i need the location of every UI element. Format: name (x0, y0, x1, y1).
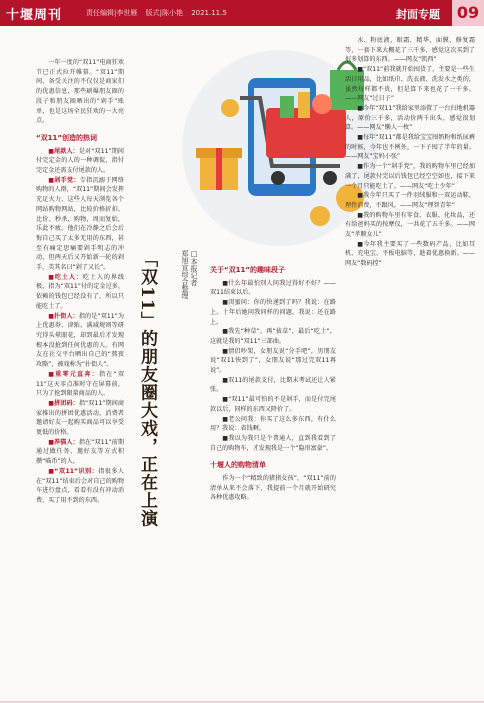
paragraph: 作为一个“精致的猪猪女孩”，“双11”前的清单从来不会落下，我提前一个月就开始研究各种优惠攻略。 (210, 475, 336, 502)
page-header (0, 0, 484, 26)
paragraph: ■剁手党：专指沉溺于网络购物的人群，“双11”期间会发挥充足火力，这些人每天浏览各个网站购物网站，比较价格折扣、比价、秒杀、购物，周而复始，乐此不疲。他们在冷静之后会后悔自己买了太多无用的东西，甚至有痛定思痛要剁手明志的冲动，但两天后又开始新一轮的剁手，美其名曰“剁了又长”。 (36, 176, 125, 272)
paragraph: ■今年“双11”我给家里添置了一台扫地机器人，原价三千多，活动价两千出头，感觉很划算。——网友“懒人一枚” (345, 104, 475, 132)
paragraph: ■双11的尾款支付，比期末考试还让人紧张。 (210, 376, 336, 394)
paragraph: ■什么年最怕别人问我过得好不好？——双11结束以后。 (210, 279, 336, 297)
issue-date: 2021.11.5 (191, 9, 227, 17)
editor-credit: 责任编辑|李世雁 (86, 9, 138, 17)
article-column-4 (345, 36, 475, 269)
paragraph: ■我的购物车里有零食、衣服、化妆品，还有给爸妈买的按摩仪，一共花了五千多。——网友“孝顺女儿” (345, 211, 475, 239)
paragraph: ■“双11”前我就开始囤货了，主要是一些生活日用品，比如纸巾、洗衣液、洗发水之类的，虽然每样都不贵，但是算下来也花了一千多。——网友“过日子” (345, 66, 475, 103)
section-heading-shopping-list: 十堰人的购物清单 (210, 461, 266, 470)
paragraph: ■每年“双11”都是我给宝宝囤奶粉和纸尿裤的时候，今年也不例外，一下子囤了半年的量。——网友“宝妈小张” (345, 134, 475, 161)
paragraph: ■扑街人：指的是“双11”为上优惠券、津贴、满减规则等研究得头晕眼花，却到最后才发现根本没抢到任何优惠的人。有网友在社交平台晒出自己的“熬夜攻略”，被戏称为“扑街人”。 (36, 312, 124, 369)
paragraph: ■尾款人：是对“双11”期间付完定金的人的一种调侃，指付完定金还需支付尾款的人。 (36, 147, 124, 175)
section-title: 封面专题 (396, 8, 440, 21)
paragraph: ■我先“种草”，再“拔草”，最后“吃土”，这就是我的“双11”三部曲。 (210, 328, 336, 345)
article-headline: 「双11」的朋友圈大戏，正在上演 (137, 250, 157, 528)
section-heading-jokes: 关于“双11”的趣味段子 (210, 266, 285, 274)
paragraph: ■作为一个“剁手党”，我的购物车里已经加满了，尾款付完以后钱包已经空空如也，接下来一个月只能吃土了。——网友“吃土少年” (345, 163, 475, 190)
paragraph: ■我以为我只是个普通人，直到我看到了自己的购物车，才发现我是一个“隐形富豪”。 (210, 434, 336, 452)
newspaper-brand: 十堰周刊 (6, 8, 63, 23)
article-column-1 (36, 58, 124, 506)
paragraph: ■我今年只买了一件羽绒服和一双运动鞋，理性消费，不跟风。——网友“理智青年” (345, 192, 475, 209)
paragraph: ■“双11”最可怕的不是剁手，而是付完尾款以后，同样的东西又降价了。 (210, 396, 336, 413)
page-meta (86, 8, 233, 18)
article-byline (180, 250, 198, 299)
page-number: 09 (452, 0, 484, 26)
paragraph: ■养猫人：指在“双11”前期通过做任务、邀好友等方式积攒“喵币”的人。 (36, 438, 124, 466)
headline-block (130, 250, 200, 550)
byline-reporter: □本报记者 (190, 250, 198, 286)
article-column-3 (210, 258, 336, 503)
paragraph: ■吃土人：吃土人的界线极，指为“双11”付的定金过多，依赖的钱包已经没有了，所以只能吃土了。 (36, 273, 124, 310)
paragraph: ■“双11”识别：指很多人在“双11”结束后会对自己的购物车进行盘点，看看有没有冲动消费、买了用不到的东西。 (36, 467, 125, 504)
designer-credit: 版式|陈小艳 (145, 9, 183, 17)
paragraph: ■情侣吵架，女朋友说“分手吧”，男朋友说“双11快到了”，女朋友说“那过完双11再说”。 (210, 347, 336, 375)
paragraph: ■今年我主要买了一些数码产品，比如耳机、充电宝、平板电脑等，趁着优惠换新。——网友“数码控” (345, 240, 475, 268)
article-intro: 一年一度的“双11”电商狂欢节已正式拉开帷幕。“双11”期间，备受关注的不仅仅是商家们的优惠信息，那些刷爆朋友圈的段子和朋友圈晒出的“剁手”账单，也是这场全民狂欢的一大亮点。 (36, 59, 124, 125)
paragraph: ■拼团码：指“双11”期间商家推出的拼团优惠活动，消费者邀请好友一起购买商品可以享受更低的价格。 (36, 399, 124, 437)
paragraph: ■闺蜜问：你的快递到了吗？我说：在路上。十年后她问我同样的问题，我说：还在路上。 (210, 299, 336, 326)
section-heading-hot-words: “双11”创造的热词 (36, 133, 97, 142)
gift-box-icon (196, 148, 242, 190)
paragraph: 水、粉底液、眼霜、精华、面膜、修复霜等，一套下来大概花了三千多，感觉这次买到了很多划算的东西。——网友“凯西” (345, 37, 475, 64)
paragraph: ■重零元直奔：指在“双11”这天零点准时守在屏幕前，只为了抢到限量商品的人。 (36, 370, 124, 398)
paragraph: ■老公问我：你买了这么多东西，有什么用？我说：省钱啊。 (210, 415, 336, 433)
byline-editor: 郑旭宣综合整理 (181, 250, 189, 299)
